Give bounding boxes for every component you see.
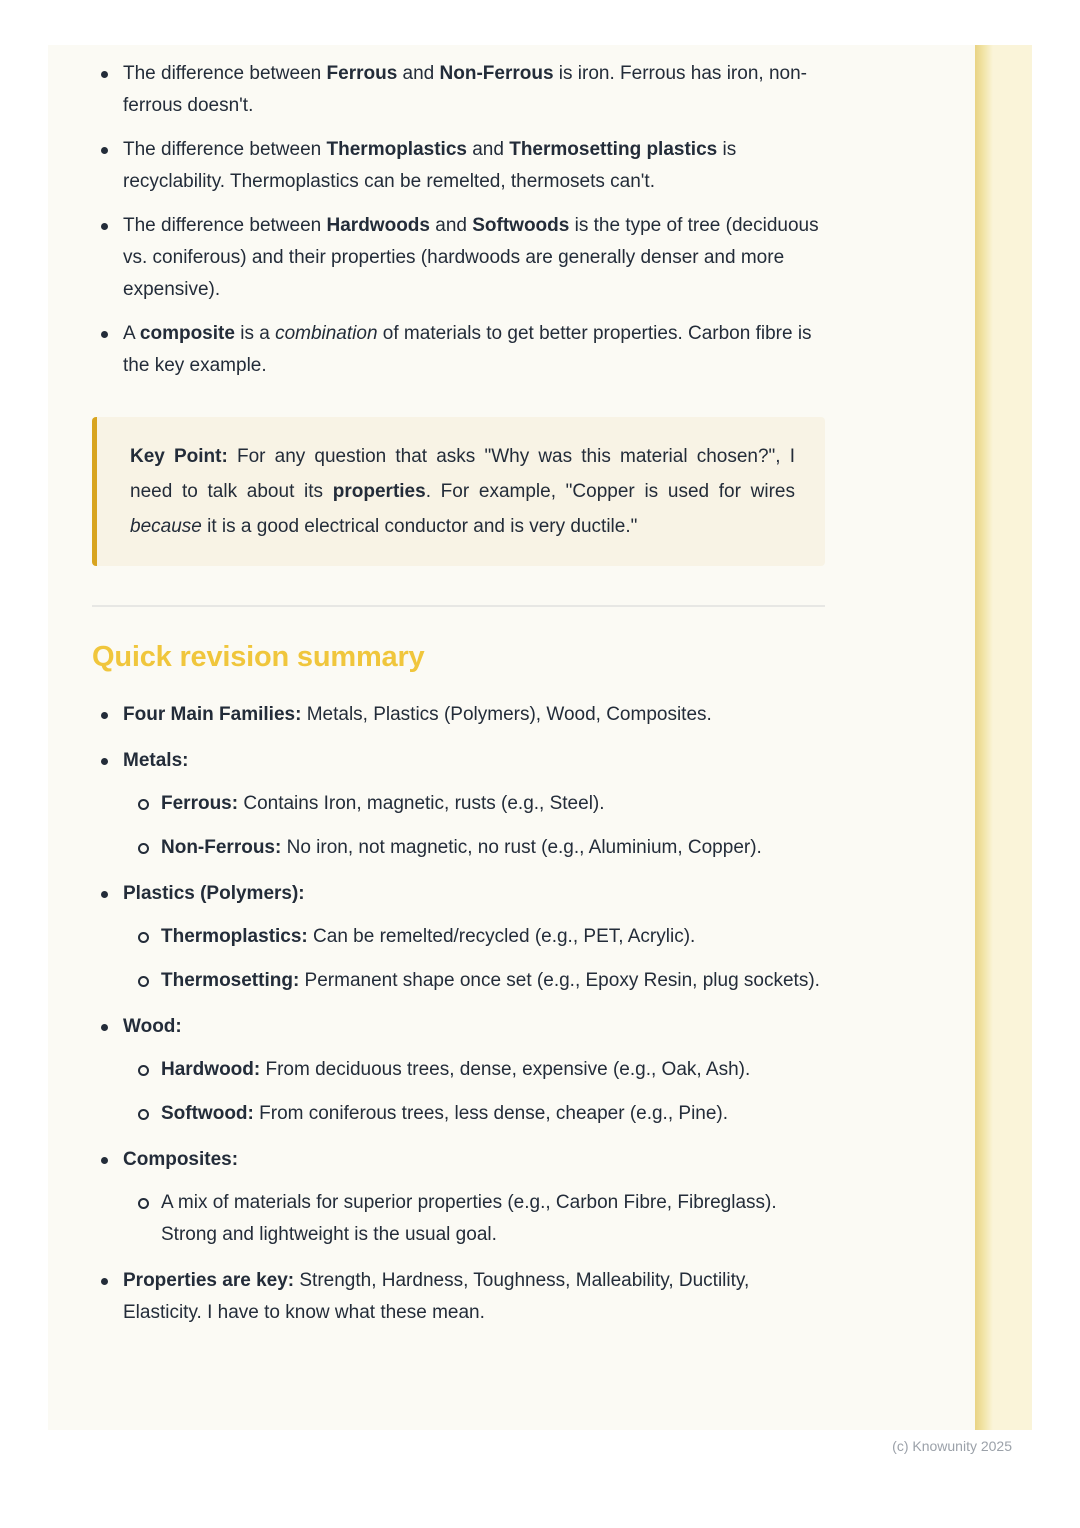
copyright-notice: (c) Knowunity 2025 [892,1438,1012,1454]
sub-bullet-text: Hardwood: From deciduous trees, dense, expensive (e.g., Oak, Ash). [161,1059,751,1080]
page-edge-decoration [975,45,1032,1430]
bullet-item [92,58,825,122]
sub-bullet-list [101,1187,825,1251]
summary-bullet-list [92,699,825,1329]
bullet-text: Properties are key: Strength, Hardness, Toughness, Malleability, Ductility, Elasticity. I have to know what these mean. [123,1270,750,1323]
bullet-icon [101,712,108,719]
bullet-text: A composite is a combination of materials to get better properties. Carbon fibre is the key example. [123,323,812,376]
circle-bullet-icon [138,1109,149,1120]
page-content [92,58,825,1343]
sub-bullet-list [101,921,825,997]
sub-bullet-list [101,1054,825,1130]
bullet-item [92,878,825,997]
section-divider [92,605,825,607]
bullet-item [92,1011,825,1130]
bullet-icon [101,147,108,154]
bullet-icon [101,1278,108,1285]
key-point-text: Key Point: For any question that asks "Why was this material chosen?", I need to talk about its properties. For example, "Copper is used for wires because it is a good electrical conductor and is very ductile." [130,446,796,537]
bullet-icon [101,223,108,230]
circle-bullet-icon [138,976,149,987]
sub-bullet-text: Non-Ferrous: No iron, not magnetic, no rust (e.g., Aluminium, Copper). [161,837,762,858]
bullet-item [92,210,825,306]
sub-bullet-text: Ferrous: Contains Iron, magnetic, rusts (e.g., Steel). [161,793,605,814]
sub-bullet-item [101,965,825,997]
circle-bullet-icon [138,932,149,943]
bullet-icon [101,71,108,78]
bullet-item [92,134,825,198]
bullet-item [92,1265,825,1329]
sub-bullet-text: A mix of materials for superior properties (e.g., Carbon Fibre, Fibreglass). Strong and lightweight is the usual goal. [161,1192,777,1245]
bullet-item [92,745,825,864]
bullet-text: Plastics (Polymers): [123,883,305,904]
sub-bullet-item [101,1054,825,1086]
bullet-item [92,699,825,731]
bullet-icon [101,1024,108,1031]
bullet-text: Wood: [123,1016,182,1037]
bullet-icon [101,331,108,338]
bullet-text: The difference between Ferrous and Non-Ferrous is iron. Ferrous has iron, non-ferrous doesn't. [123,63,807,116]
bullet-icon [101,891,108,898]
circle-bullet-icon [138,1065,149,1076]
sub-bullet-text: Softwood: From coniferous trees, less dense, cheaper (e.g., Pine). [161,1103,729,1124]
sub-bullet-item [101,788,825,820]
circle-bullet-icon [138,1198,149,1209]
sub-bullet-item [101,921,825,953]
bullet-item [92,1144,825,1251]
bullet-icon [101,758,108,765]
sub-bullet-text: Thermoplastics: Can be remelted/recycled (e.g., PET, Acrylic). [161,926,696,947]
bullet-text: The difference between Thermoplastics and Thermosetting plastics is recyclability. Thermoplastics can be remelted, thermosets can't. [123,139,737,192]
bullet-text: Composites: [123,1149,239,1170]
sub-bullet-item [101,1098,825,1130]
sub-bullet-list [101,788,825,864]
intro-bullet-list [92,58,825,382]
sub-bullet-text: Thermosetting: Permanent shape once set (e.g., Epoxy Resin, plug sockets). [161,970,820,991]
bullet-text: The difference between Hardwoods and Softwoods is the type of tree (deciduous vs. coniferous) and their properties (hardwoods are generally denser and more expensive). [123,215,819,300]
bullet-text: Four Main Families: Metals, Plastics (Polymers), Wood, Composites. [123,704,712,725]
bullet-item [92,318,825,382]
sub-bullet-item [101,1187,825,1251]
bullet-text: Metals: [123,750,189,771]
key-point-callout [92,417,825,566]
section-heading: Quick revision summary [92,641,425,673]
bullet-icon [101,1157,108,1164]
sub-bullet-item [101,832,825,864]
circle-bullet-icon [138,799,149,810]
circle-bullet-icon [138,843,149,854]
document-page [48,45,1032,1430]
